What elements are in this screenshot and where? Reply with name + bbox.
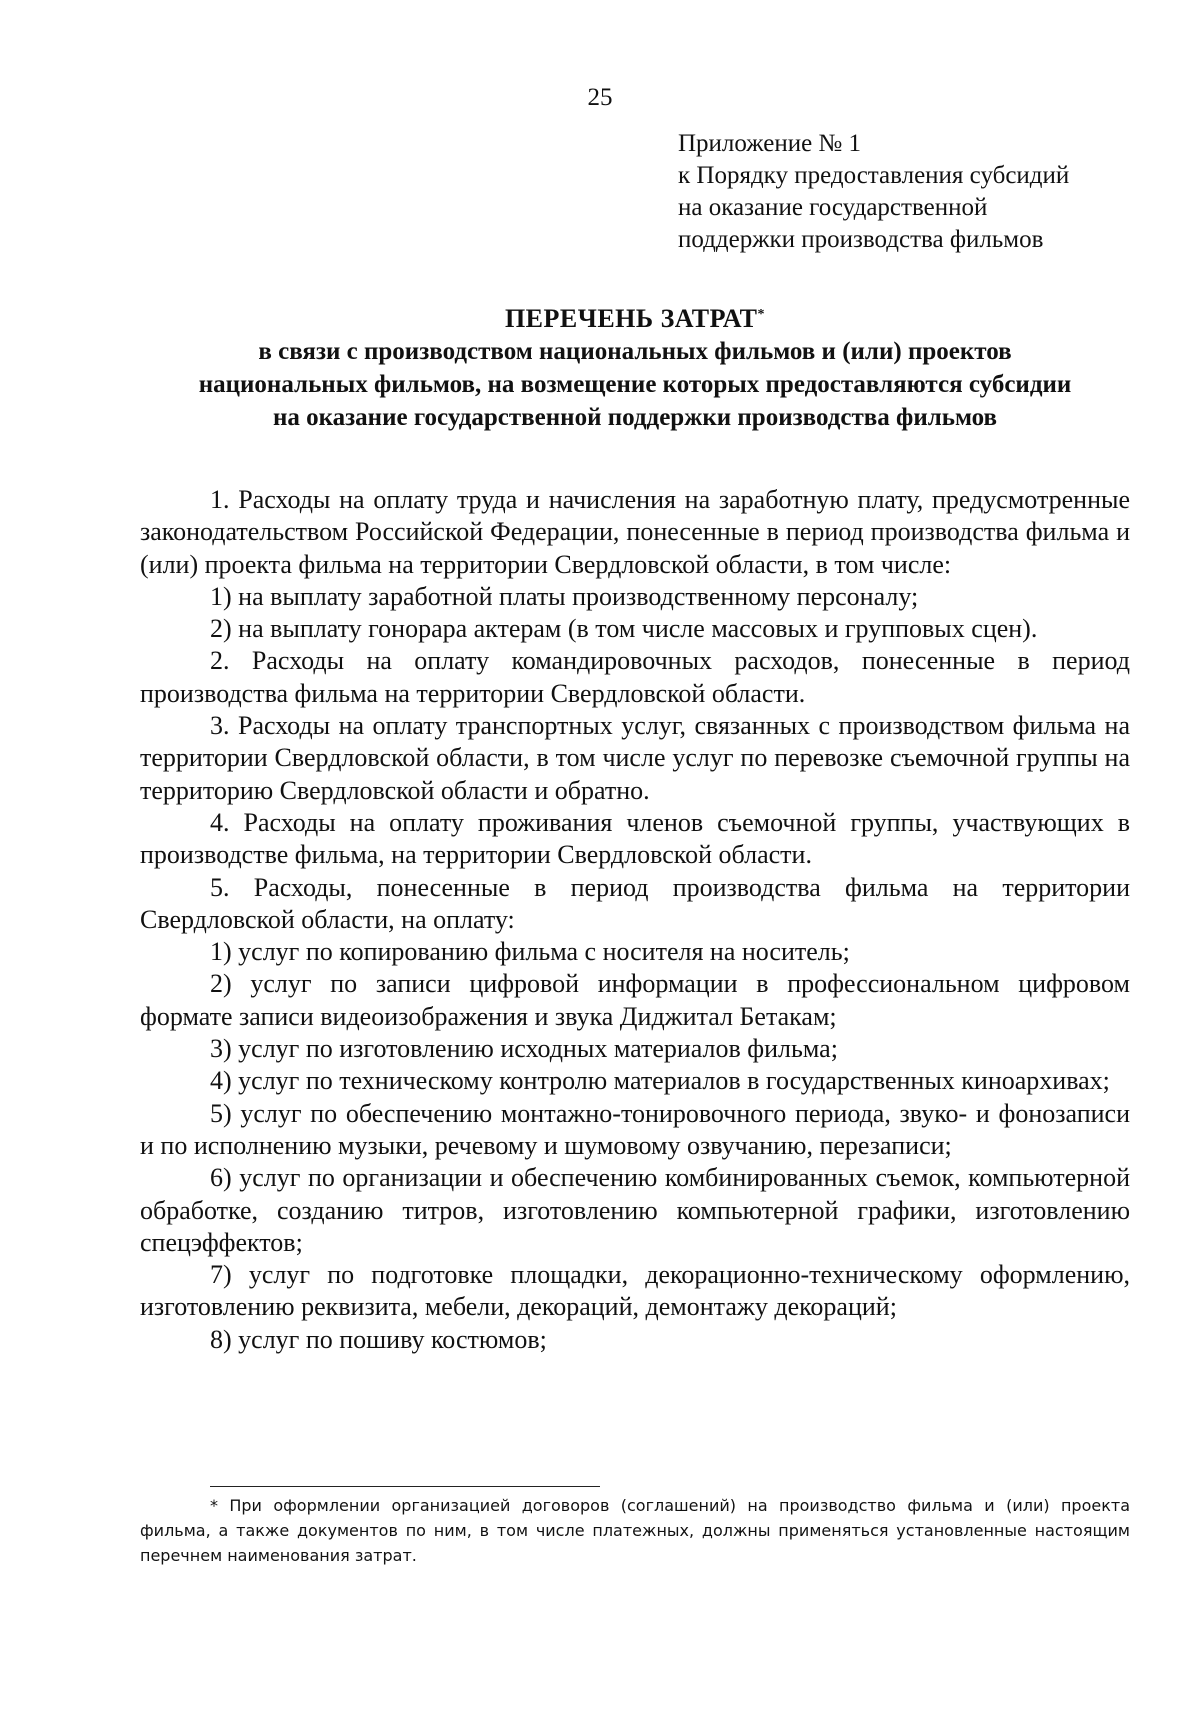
paragraph: 7) услуг по подготовке площадки, декорационно-техническому оформлению, изготовлению реквизита, мебели, декораций, демонтажу декораций; — [140, 1260, 1130, 1322]
paragraph: 2) услуг по записи цифровой информации в профессиональном цифровом формате записи видеоизображения и звука Диджитал Бетакам; — [140, 969, 1130, 1031]
paragraph: 1) на выплату заработной платы производственному персоналу; — [210, 581, 919, 611]
footnote-divider — [210, 1486, 600, 1487]
paragraph: 1) услуг по копированию фильма с носителя на носитель; — [210, 937, 850, 967]
appendix-line: поддержки производства фильмов — [678, 226, 1044, 253]
paragraph: 6) услуг по организации и обеспечению комбинированных съемок, компьютерной обработке, созданию титров, изготовлению компьютерной графики, изготовлению спецэффектов; — [140, 1163, 1130, 1257]
title-sub-line: в связи с производством национальных фильмов и (или) проектов — [258, 338, 1012, 365]
footnote: * При оформлении организацией договоров (соглашений) на производство фильма и (или) проекта фильма, а также документов по ним, в том числе платежных, должны применяться установленные настоящим перечнем наименования затрат. — [140, 1496, 1130, 1565]
paragraph: 2) на выплату гонорара актерам (в том числе массовых и групповых сцен). — [210, 614, 1038, 644]
paragraph: 4) услуг по техническому контролю материалов в государственных киноархивах; — [210, 1066, 1110, 1096]
appendix-note — [678, 128, 1158, 256]
document-body — [140, 484, 1130, 1356]
paragraph: 3) услуг по изготовлению исходных материалов фильма; — [210, 1034, 838, 1064]
title-subheading — [140, 335, 1130, 434]
appendix-line: Приложение № 1 — [678, 130, 862, 157]
paragraph: 1. Расходы на оплату труда и начисления на заработную плату, предусмотренные законодательством Российской Федерации, понесенные в период производства фильма и (или) проекта фильма на территории Свердловской области, в том числе: — [140, 485, 1130, 579]
title-heading — [140, 298, 1130, 335]
title-sub-line: на оказание государственной поддержки производства фильмов — [272, 404, 998, 431]
paragraph: 8) услуг по пошиву костюмов; — [210, 1324, 547, 1354]
appendix-line: на оказание государственной — [678, 194, 988, 221]
title-main-text: ПЕРЕЧЕНЬ ЗАТРАТ — [504, 304, 758, 333]
paragraph: 5) услуг по обеспечению монтажно-тонировочного периода, звуко- и фонозаписи и по исполнению музыки, речевому и шумовому озвучанию, перезаписи; — [140, 1098, 1130, 1160]
paragraph: 4. Расходы на оплату проживания членов съемочной группы, участвующих в производстве фильма, на территории Свердловской области. — [140, 807, 1130, 870]
paragraph: 5. Расходы, понесенные в период производства фильма на территории Свердловской области, на оплату: — [140, 872, 1130, 934]
appendix-line: к Порядку предоставления субсидий — [678, 162, 1070, 189]
footnote-marker: * — [757, 307, 766, 322]
title-sub-line: национальных фильмов, на возмещение которых предоставляются субсидии — [198, 371, 1072, 398]
paragraph: 3. Расходы на оплату транспортных услуг, связанных с производством фильма на территории Свердловской области, в том числе услуг по перевозке съемочной группы на территорию Свердловской области и обратно. — [140, 711, 1130, 805]
document-title — [140, 298, 1130, 434]
page-number: 25 — [587, 84, 613, 111]
paragraph: 2. Расходы на оплату командировочных расходов, понесенные в период производства фильма на территории Свердловской области. — [140, 646, 1130, 708]
